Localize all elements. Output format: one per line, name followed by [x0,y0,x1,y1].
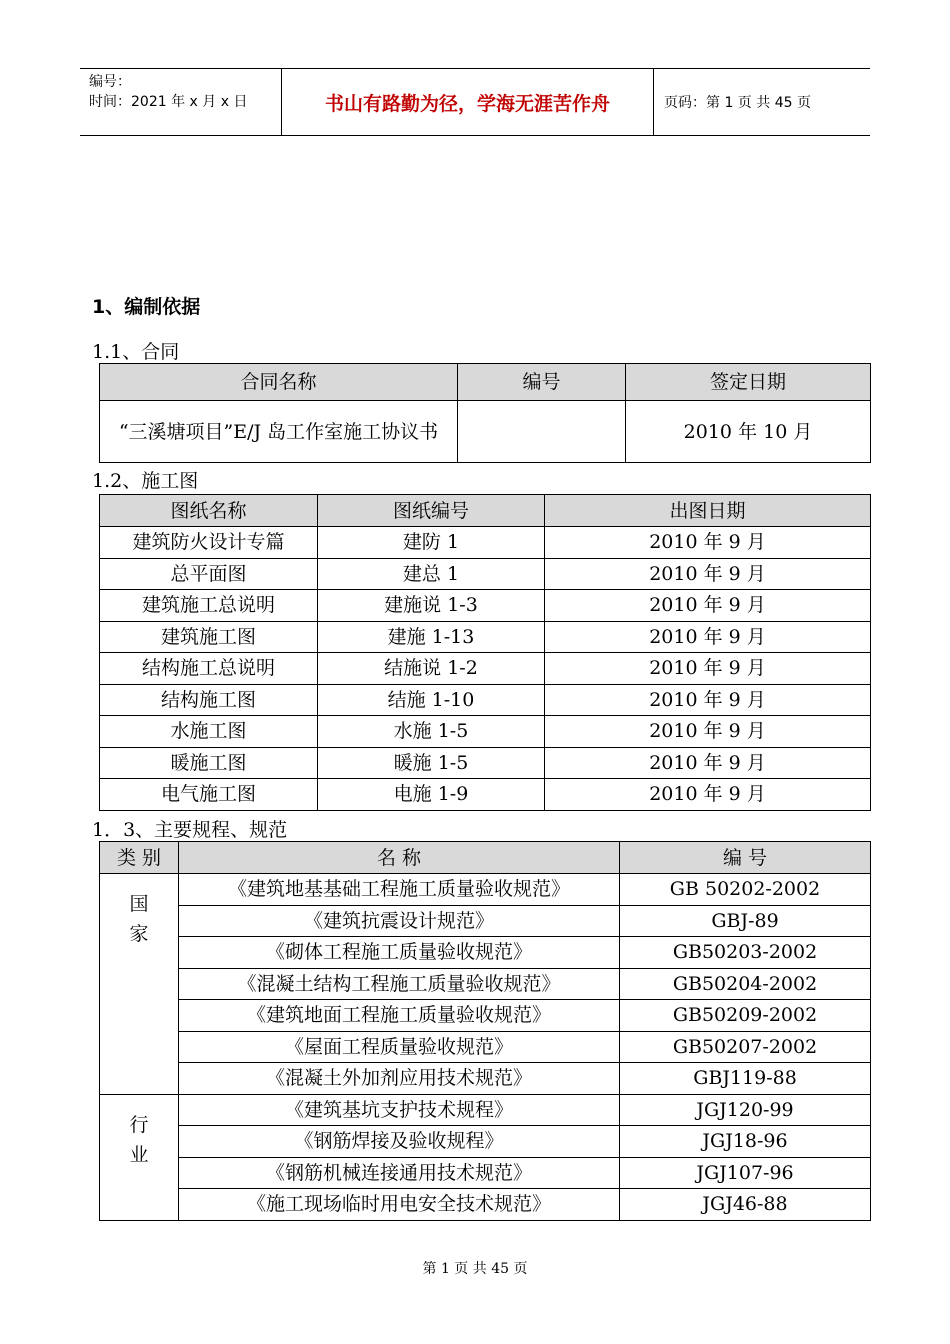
standard-category: 国家 [100,874,179,1095]
table-row [100,1063,871,1095]
header-page-info: 页码：第 1 页 共 45 页 [664,95,811,111]
standard-number: JGJ46-88 [620,1189,871,1221]
drawing-name: 建筑防火设计专篇 [100,527,318,559]
table-row [100,527,871,559]
standards-table [99,841,871,1221]
drawing-date: 2010 年 9 月 [545,747,871,779]
contract-number [458,401,626,463]
table-row [100,779,871,811]
standard-number: GBJ119-88 [620,1063,871,1095]
standard-number: GB50207-2002 [620,1031,871,1063]
page-header [80,68,870,136]
table-row [100,590,871,622]
drawings-header-date: 出图日期 [545,495,871,527]
table-row [100,1189,871,1221]
table-row [100,1031,871,1063]
standards-header-category: 类 别 [100,842,179,874]
contract-date: 2010 年 10 月 [626,401,871,463]
contract-header-date: 签定日期 [626,364,871,401]
table-row [100,716,871,748]
standard-name: 《建筑基坑支护技术规程》 [179,1094,620,1126]
standards-header-number: 编 号 [620,842,871,874]
standard-number: GBJ-89 [620,905,871,937]
contract-header-number: 编号 [458,364,626,401]
table-row [100,621,871,653]
drawing-date: 2010 年 9 月 [545,527,871,559]
drawing-date: 2010 年 9 月 [545,779,871,811]
standard-number: JGJ18-96 [620,1126,871,1158]
drawing-name: 总平面图 [100,558,318,590]
drawing-number: 建施说 1-3 [318,590,545,622]
standard-name: 《建筑地面工程施工质量验收规范》 [179,1000,620,1032]
drawing-name: 水施工图 [100,716,318,748]
section-title: 1、编制依据 [92,296,201,318]
drawing-number: 电施 1-9 [318,779,545,811]
drawing-name: 结构施工总说明 [100,653,318,685]
drawings-table [99,494,871,811]
standard-name: 《屋面工程质量验收规范》 [179,1031,620,1063]
table-row [100,653,871,685]
standard-number: GB 50202-2002 [620,874,871,906]
contract-table [99,363,871,463]
drawing-name: 建筑施工总说明 [100,590,318,622]
table-row [100,684,871,716]
subsection-title-drawings: 1.2、施工图 [92,470,199,492]
drawing-name: 电气施工图 [100,779,318,811]
standards-header-name: 名 称 [179,842,620,874]
drawing-date: 2010 年 9 月 [545,684,871,716]
drawing-number: 建施 1-13 [318,621,545,653]
table-row [100,968,871,1000]
table-row [100,747,871,779]
drawing-date: 2010 年 9 月 [545,590,871,622]
standard-number: GB50209-2002 [620,1000,871,1032]
header-time-label: 时间：2021 年 x 月 x 日 [89,94,248,110]
drawing-number: 结施 1-10 [318,684,545,716]
drawing-date: 2010 年 9 月 [545,558,871,590]
header-number-label: 编号： [89,74,131,90]
subsection-title-standards: 1．3、主要规程、规范 [92,819,288,841]
standard-name: 《钢筋机械连接通用技术规范》 [179,1157,620,1189]
subsection-title-contract: 1.1、合同 [92,341,180,363]
standard-name: 《施工现场临时用电安全技术规范》 [179,1189,620,1221]
standard-number: JGJ107-96 [620,1157,871,1189]
standard-category: 行业 [100,1094,179,1220]
standard-name: 《砌体工程施工质量验收规范》 [179,937,620,969]
table-row [100,1094,871,1126]
drawing-number: 建总 1 [318,558,545,590]
standard-name: 《混凝土结构工程施工质量验收规范》 [179,968,620,1000]
table-row [100,874,871,906]
drawings-header-name: 图纸名称 [100,495,318,527]
header-meta [80,69,282,135]
drawing-date: 2010 年 9 月 [545,621,871,653]
table-row [100,1157,871,1189]
standard-number: GB50204-2002 [620,968,871,1000]
drawings-header-number: 图纸编号 [318,495,545,527]
drawing-date: 2010 年 9 月 [545,716,871,748]
drawing-date: 2010 年 9 月 [545,653,871,685]
drawing-name: 暖施工图 [100,747,318,779]
standard-name: 《钢筋焊接及验收规程》 [179,1126,620,1158]
drawing-name: 结构施工图 [100,684,318,716]
table-row [100,1126,871,1158]
table-row [100,401,871,463]
drawing-number: 结施说 1-2 [318,653,545,685]
contract-header-name: 合同名称 [100,364,458,401]
table-row [100,937,871,969]
contract-name: “三溪塘项目”E/J 岛工作室施工协议书 [100,401,458,463]
page-footer: 第 1 页 共 45 页 [422,1261,528,1277]
standard-name: 《建筑抗震设计规范》 [179,905,620,937]
table-row [100,558,871,590]
table-row [100,1000,871,1032]
standard-name: 《混凝土外加剂应用技术规范》 [179,1063,620,1095]
drawing-number: 暖施 1-5 [318,747,545,779]
table-row [100,905,871,937]
standard-name: 《建筑地基基础工程施工质量验收规范》 [179,874,620,906]
standard-number: JGJ120-99 [620,1094,871,1126]
standard-number: GB50203-2002 [620,937,871,969]
header-motto: 书山有路勤为径，学海无涯苦作舟 [282,69,654,135]
drawing-number: 水施 1-5 [318,716,545,748]
drawing-number: 建防 1 [318,527,545,559]
drawing-name: 建筑施工图 [100,621,318,653]
